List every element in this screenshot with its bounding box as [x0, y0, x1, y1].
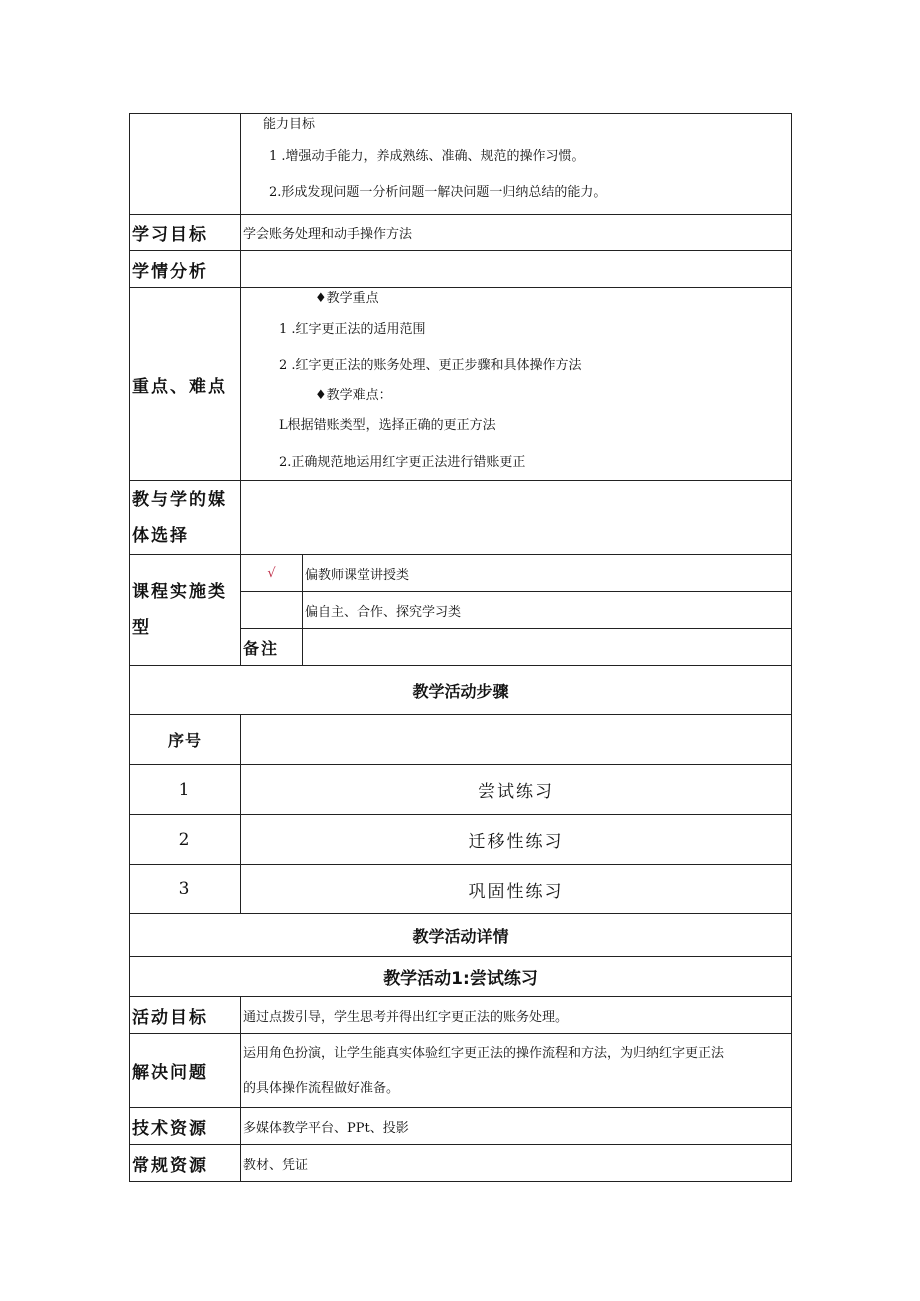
- key-points-title: ♦教学重点: [315, 291, 379, 306]
- step-row: [130, 765, 792, 815]
- step-name: 迁移性练习: [241, 815, 792, 865]
- step-name: 巩固性练习: [241, 865, 792, 914]
- step-number: 3: [130, 865, 241, 914]
- course-type-option-1: 偏教师课堂讲授类: [303, 555, 792, 592]
- regular-resources-value: 教材、凭证: [241, 1145, 792, 1182]
- lesson-plan-table: [129, 113, 792, 1182]
- problem-line-1: 运用角色扮演，让学生能真实体验红字更正法的操作流程和方法，为归纳红字更正法: [243, 1045, 725, 1061]
- step-number: 1: [130, 765, 241, 815]
- steps-title-row: [130, 666, 792, 715]
- course-type-label: [130, 555, 241, 666]
- step-number: 2: [130, 815, 241, 865]
- learning-goal-label: 学习目标: [130, 215, 241, 251]
- activity-goal-value: 通过点拨引导，学生思考并得出红字更正法的账务处理。: [241, 997, 792, 1034]
- tech-resources-row: [130, 1108, 792, 1145]
- media-value: [241, 481, 792, 555]
- course-type-check-mark[interactable]: √: [241, 555, 303, 592]
- activity-title-row: [130, 957, 792, 997]
- ability-row: [130, 114, 792, 215]
- activity-goal-label: 活动目标: [130, 997, 241, 1034]
- key-points-label: 重点、难点: [130, 288, 241, 481]
- key-points-cell: [241, 288, 792, 481]
- course-type-label-line-1: 课程实施类: [132, 582, 227, 602]
- problem-row: [130, 1034, 792, 1108]
- ability-cell: [241, 114, 792, 215]
- activity-goal-row: [130, 997, 792, 1034]
- media-label: [130, 481, 241, 555]
- ability-item-1: 1 .增强动手能力，养成熟练、准确、规范的操作习惯。: [269, 149, 585, 164]
- problem-label: 解决问题: [130, 1034, 241, 1108]
- details-title-row: [130, 914, 792, 957]
- tech-resources-label: 技术资源: [130, 1108, 241, 1145]
- course-type-option-2: 偏自主、合作、探究学习类: [303, 592, 792, 629]
- tech-resources-value: 多媒体教学平台、PPt、投影: [241, 1108, 792, 1145]
- difficulty-title: ♦教学难点：: [315, 388, 392, 403]
- details-title: 教学活动详情: [130, 914, 792, 957]
- lesson-plan-document: [129, 113, 791, 1182]
- steps-header-row: [130, 715, 792, 765]
- difficulty-1: L根据错账类型，选择正确的更正方法: [279, 418, 496, 433]
- learning-goal-row: [130, 215, 792, 251]
- regular-resources-row: [130, 1145, 792, 1182]
- media-label-line-2: 体选择: [132, 525, 189, 546]
- problem-line-2: 的具体操作流程做好准备。: [243, 1080, 400, 1096]
- course-type-check-empty[interactable]: [241, 592, 303, 629]
- activity-title: 教学活动1:尝试练习: [130, 957, 792, 997]
- difficulty-2: 2.正确规范地运用红字更正法进行错账更正: [279, 455, 526, 470]
- steps-header-blank: [241, 715, 792, 765]
- steps-title: 教学活动步骤: [130, 666, 792, 715]
- ability-label-cell: [130, 114, 241, 215]
- student-analysis-row: [130, 251, 792, 288]
- course-type-label-line-2: 型: [132, 618, 151, 638]
- learning-goal-value: 学会账务处理和动手操作方法: [241, 215, 792, 251]
- regular-resources-label: 常规资源: [130, 1145, 241, 1182]
- student-analysis-value: [241, 251, 792, 288]
- step-row: [130, 865, 792, 914]
- key-point-1: 1 .红字更正法的适用范围: [279, 322, 426, 337]
- step-row: [130, 815, 792, 865]
- course-type-row-1: [130, 555, 792, 592]
- ability-title: 能力目标: [263, 117, 316, 132]
- media-row: [130, 481, 792, 555]
- student-analysis-label: 学情分析: [130, 251, 241, 288]
- remark-label: 备注: [241, 629, 303, 666]
- remark-value: [303, 629, 792, 666]
- key-points-row: [130, 288, 792, 481]
- step-name: 尝试练习: [241, 765, 792, 815]
- key-point-2: 2 .红字更正法的账务处理、更正步骤和具体操作方法: [279, 358, 582, 373]
- problem-value: [241, 1034, 792, 1108]
- media-label-line-1: 教与学的媒: [132, 489, 227, 510]
- ability-item-2: 2.形成发现问题一分析问题一解决问题一归纳总结的能力。: [269, 185, 607, 200]
- steps-index-header: 序号: [130, 715, 241, 765]
